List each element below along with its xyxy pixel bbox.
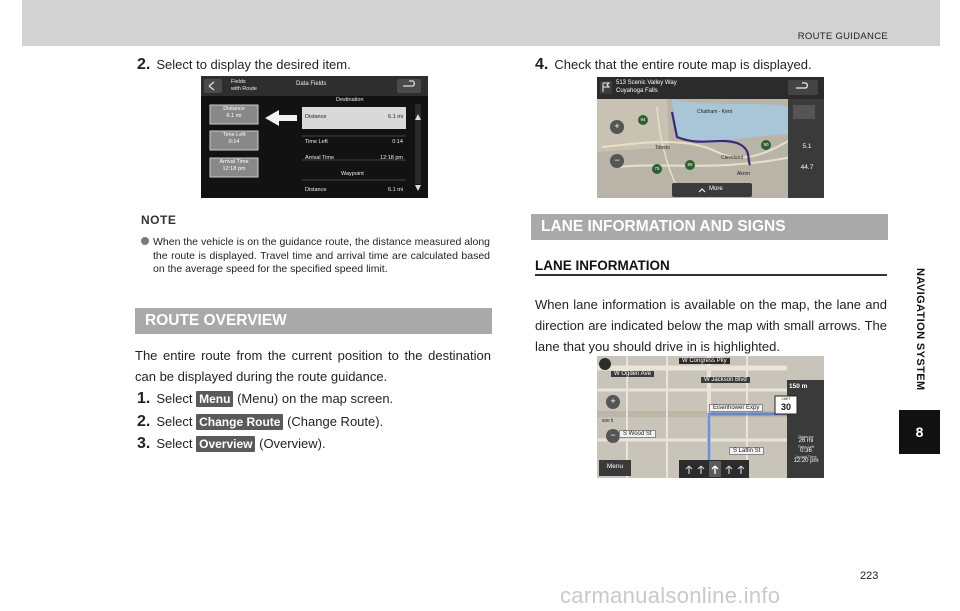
place-cleveland: Cleveland <box>721 155 744 161</box>
bullet-icon <box>141 237 149 245</box>
zoom-out-icon[interactable]: − <box>610 430 616 440</box>
speed-limit-value: 30 <box>780 402 791 412</box>
more-button[interactable]: More <box>709 186 723 192</box>
row-value: 12:18 pm <box>380 155 403 161</box>
shield-75: 75 <box>654 166 660 171</box>
row-value: 6.1 mi <box>388 114 403 120</box>
row-label: Time Left <box>305 139 328 145</box>
step-2-change-route <box>137 413 383 431</box>
distance-value: 26 mi <box>798 438 814 444</box>
row-label: Distance <box>305 114 327 120</box>
step-select: Select <box>156 414 193 429</box>
route-overview-paragraph: The entire route from the current position to the destination can be displayed during the route guidance. <box>135 348 491 384</box>
step-number: 2. <box>137 413 151 430</box>
remaining-distance-2: 44.7 <box>800 164 814 171</box>
map-scale: 500 ft <box>602 418 614 423</box>
trip-info-panel <box>789 434 823 464</box>
row-label: Distance <box>305 187 327 193</box>
left-item-label: Distance <box>223 106 245 112</box>
remaining-distance: 5.1 <box>802 143 812 150</box>
screen1-title-1: Fields <box>231 79 246 85</box>
step-text: (Change Route). <box>287 414 384 429</box>
side-tab-label: NAVIGATION SYSTEM <box>914 267 926 391</box>
street-s-wood: S Wood St <box>619 430 656 438</box>
row-distance[interactable] <box>305 114 403 120</box>
menu-button[interactable]: Menu <box>606 463 624 470</box>
distance-label: Distance <box>798 434 814 439</box>
zoom-out-icon[interactable]: − <box>614 155 620 165</box>
route-overview-screenshot <box>597 77 824 198</box>
step-2-select-item <box>137 56 351 74</box>
step-number: 4. <box>535 56 549 73</box>
left-item-value: 6.1 mi <box>226 113 242 119</box>
arrival-value: 12:20 pm <box>793 458 819 464</box>
shield-94: 94 <box>640 117 646 122</box>
shield-90: 90 <box>763 142 769 147</box>
step-text: (Overview). <box>259 436 326 451</box>
row-time-left[interactable] <box>305 139 403 145</box>
shield-80: 80 <box>687 162 693 167</box>
arrival-label: Arrival Time <box>795 454 817 459</box>
screen1-header: Data Fields <box>296 81 327 87</box>
header-bar <box>22 0 940 46</box>
lane-info-banner: LANE INFORMATION AND SIGNS <box>531 214 888 240</box>
street-w-jackson: W Jackson Blvd <box>701 377 750 383</box>
step-select: Select <box>156 391 193 406</box>
step-1-menu <box>137 390 393 408</box>
subheading-rule <box>535 274 887 276</box>
section-destination: Destination <box>336 97 364 103</box>
watermark: carmanualsonline.info <box>560 583 781 608</box>
chapter-number: 8 <box>899 410 940 454</box>
row-value: 0:14 <box>392 139 403 145</box>
place-toledo: Toledo <box>655 145 670 151</box>
street-w-ogden: W Ogden Ave <box>611 371 654 377</box>
change-route-button[interactable]: Change Route <box>196 414 283 430</box>
step-number: 2. <box>137 56 151 73</box>
step-number: 1. <box>137 390 151 407</box>
lane-info-paragraph: When lane information is available on the map, the lane and direction are indicated below the map with small arrows. The lane that you should drive in is highlighted. <box>535 297 887 354</box>
section-title: ROUTE GUIDANCE <box>797 31 888 42</box>
data-fields-screenshot <box>201 76 428 198</box>
left-item-distance[interactable] <box>210 106 258 120</box>
note-text: When the vehicle is on the guidance route, the distance measured along the route is displayed. Travel time and arrival time are calculated based on the average speed for the specified speed limit. <box>153 236 490 276</box>
row-label: Arrival Time <box>305 155 335 161</box>
step-text: Check that the entire route map is displayed. <box>554 57 812 72</box>
street-s-laflin: S Laflin St <box>729 447 764 455</box>
left-item-label: Time Left <box>222 132 246 138</box>
left-item-arrival[interactable] <box>210 159 258 173</box>
lane-info-screenshot <box>597 356 824 478</box>
zoom-in-icon[interactable]: + <box>610 396 616 406</box>
place-chatham: Chatham - Kent <box>697 109 733 115</box>
route-address-line-1: 513 Scenic Valley Way <box>616 80 677 86</box>
step-4-check-map <box>535 56 812 74</box>
note-heading: NOTE <box>141 213 177 227</box>
left-item-label: Arrival Time <box>219 159 249 165</box>
turn-distance: 150 m <box>789 383 808 390</box>
street-w-congress: W Congress Pky <box>679 358 730 364</box>
street-eisenhower: Eisenhower Expy <box>709 404 763 412</box>
step-select: Select <box>156 436 193 451</box>
route-address-line-2: Cuyahoga Falls <box>616 87 658 94</box>
overview-button[interactable]: Overview <box>196 436 255 452</box>
time-left-label: Time Left <box>797 444 815 449</box>
left-item-value: 12:18 pm <box>222 166 246 172</box>
step-text: (Menu) on the map screen. <box>237 391 394 406</box>
place-akron: Akron <box>737 171 751 177</box>
step-3-overview <box>137 435 326 453</box>
time-left-value: 0:36 <box>800 448 812 454</box>
zoom-in-icon[interactable]: + <box>614 121 620 131</box>
step-text: Select to display the desired item. <box>156 57 351 72</box>
left-item-value: 0:14 <box>228 139 240 145</box>
row-waypoint-distance[interactable] <box>305 187 403 193</box>
screen1-title-2: with Route <box>231 86 257 92</box>
route-map-graphic <box>597 77 824 198</box>
row-arrival[interactable] <box>305 155 403 161</box>
row-value: 6.1 mi <box>388 187 403 193</box>
left-item-time-left[interactable] <box>210 132 258 146</box>
route-overview-banner: ROUTE OVERVIEW <box>135 308 492 334</box>
speed-limit-label: LIMIT <box>781 397 791 401</box>
page-number: 223 <box>860 570 879 582</box>
step-number: 3. <box>137 435 151 452</box>
menu-button[interactable]: Menu <box>196 391 233 407</box>
lane-info-subheading: LANE INFORMATION <box>535 258 670 273</box>
section-waypoint: Waypoint <box>341 171 364 177</box>
